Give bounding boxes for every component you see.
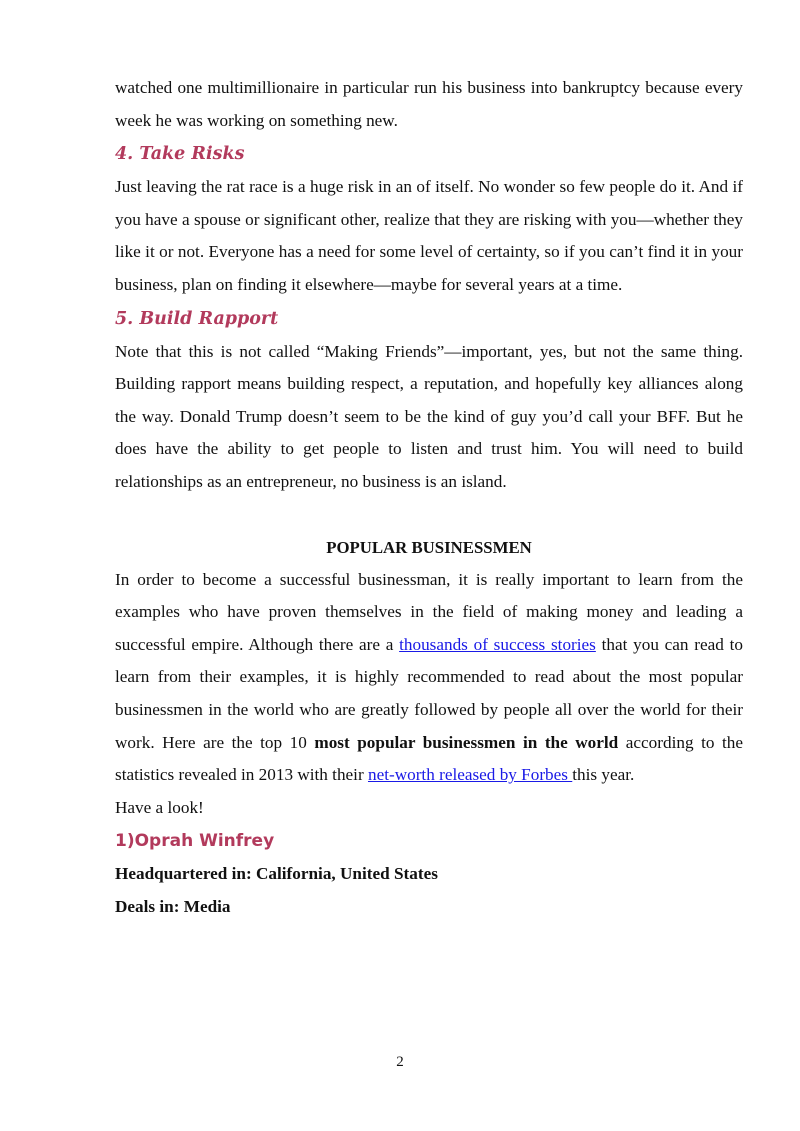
section-heading-build-rapport: 5. Build Rapport	[115, 308, 279, 329]
intro-paragraph: watched one multimillionaire in particular run his business into bankruptcy because every week he was working on something new.	[115, 78, 743, 130]
build-rapport-paragraph: Note that this is not called “Making Friends”—important, yes, but not the same thing. Building rapport means building respect, a reputation, and hopefully key alliances along the way. Donald Trump doesn’t seem to be the kind of guy you’d call your BFF. But he does have the ability to get people to listen and trust him. You will need to build relationships as an entrepreneur, no business is an island.	[115, 341, 743, 491]
document-page	[115, 72, 743, 923]
section-heading-take-risks: 4. Take Risks	[115, 144, 245, 165]
page-number: 2	[396, 1054, 404, 1070]
paragraph-text-part-2: that you can read to learn from their examples, it is highly recommended to read about the most popular businessmen in the world who are greatly followed by people all over the world for their work. Here are the top 10	[115, 634, 743, 752]
net-worth-forbes-link[interactable]: net-worth released by Forbes	[367, 765, 573, 785]
oprah-deals-in: Deals in: Media	[115, 896, 231, 916]
have-a-look-text: Have a look!	[115, 797, 204, 817]
blank-line	[115, 499, 743, 532]
paragraph-text-part-1: In order to become a successful businessman, it is really important to learn from the examples who have proven themselves in the field of making money and leading a successful empire. Although there are a	[115, 569, 743, 654]
oprah-headquartered: Headquartered in: California, United States	[115, 864, 438, 884]
paragraph-text-part-4: this year.	[572, 765, 635, 785]
oprah-winfrey-heading: 1)Oprah Winfrey	[115, 831, 275, 852]
take-risks-paragraph: Just leaving the rat race is a huge risk in an of itself. No wonder so few people do it. And if you have a spouse or significant other, realize that they are risking with you—whether they like it or not. Everyone has a need for some level of certainty, so if you can’t find it in your business, plan on finding it elsewhere—maybe for several years at a time.	[115, 177, 743, 294]
popular-businessmen-paragraph	[115, 564, 743, 792]
paragraph-text-part-3: according to the statistics revealed in 2013 with their	[115, 732, 743, 785]
bold-phrase-most-popular: most popular businessmen in the world	[314, 732, 619, 752]
popular-businessmen-title: POPULAR BUSINESSMEN	[326, 537, 532, 557]
thousands-of-success-stories-link[interactable]: thousands of success stories	[399, 634, 596, 654]
